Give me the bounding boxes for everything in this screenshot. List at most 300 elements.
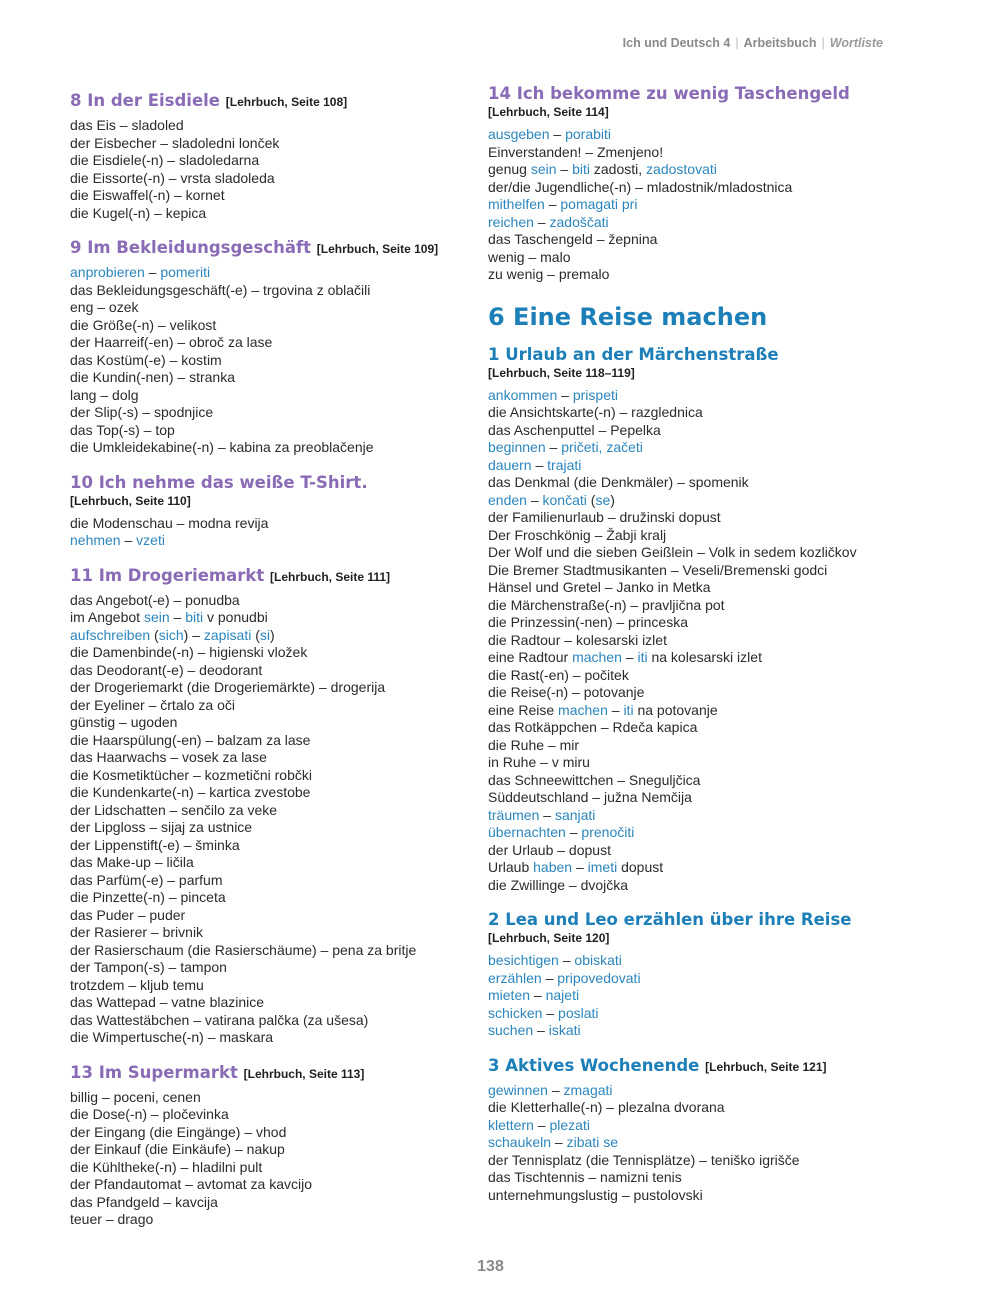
- vocab-entry: [488, 649, 908, 667]
- verb-highlight: dauern: [488, 456, 532, 473]
- entry-text: –: [621, 649, 638, 665]
- vocab-entry: [70, 299, 490, 317]
- entry-text: –: [551, 1134, 567, 1150]
- section-title-text: 9 Im Bekleidungsgeschäft: [70, 238, 312, 257]
- entry-text: das Deodorant(-e) – deodorant: [70, 661, 263, 678]
- vocab-entry: [70, 767, 490, 785]
- entry-text: die Rast(-en) – počitek: [488, 666, 629, 683]
- entry-text: –: [607, 701, 624, 718]
- vocab-entry: [488, 1134, 908, 1152]
- entry-text: die Kundenkarte(-n) – kartica zvestobe: [70, 784, 311, 800]
- entry-text: Der Wolf und die sieben Geißlein – Volk in sedem kozličkov: [488, 544, 857, 560]
- vocab-entry: [70, 854, 490, 872]
- textbook-reference: [Lehrbuch, Seite 121]: [705, 1059, 827, 1074]
- verb-highlight: beginnen: [488, 439, 546, 455]
- entry-text: die Ansichtskarte(-n) – razglednica: [488, 404, 703, 420]
- vocab-entry: [70, 749, 490, 767]
- textbook-reference: [Lehrbuch, Seite 114]: [488, 105, 609, 119]
- vocab-entry: [488, 1117, 908, 1135]
- vocab-entry: [70, 1124, 490, 1142]
- entry-text: das Top(-s) – top: [70, 421, 175, 438]
- vocab-entry: [70, 627, 490, 645]
- entry-text: teuer – drago: [70, 1211, 154, 1227]
- entry-text: das Angebot(-e) – ponudba: [70, 591, 240, 608]
- entry-text: –: [547, 1081, 564, 1098]
- entry-text: die Radtour – kolesarski izlet: [488, 631, 667, 648]
- entry-text: –: [549, 126, 566, 142]
- section-title-text: 13 Im Supermarkt: [70, 1062, 238, 1082]
- verb-highlight: pričeti, začeti: [561, 439, 643, 455]
- entry-text: zadosti,: [590, 161, 647, 177]
- textbook-reference: [Lehrbuch, Seite 109]: [316, 242, 439, 256]
- vocab-list: [488, 1082, 908, 1205]
- vocab-entry: [488, 422, 908, 440]
- entry-text: die Ruhe – mir: [488, 736, 580, 753]
- verb-highlight: pripovedovati: [557, 969, 641, 986]
- vocab-entry: [70, 662, 490, 680]
- entry-text: der Urlaub – dopust: [488, 841, 611, 858]
- verb-highlight: najeti: [545, 987, 580, 1003]
- section-title: [70, 1063, 490, 1084]
- verb-highlight: iskati: [548, 1022, 581, 1038]
- entry-text: ) –: [183, 626, 204, 643]
- entry-text: die Kosmetiktücher – kozmetični robčki: [70, 766, 312, 783]
- textbook-reference: [Lehrbuch, Seite 108]: [225, 95, 348, 109]
- entry-text: die Prinzessin(-nen) – princeska: [488, 614, 688, 630]
- vocab-entry: [70, 784, 490, 802]
- entry-text: –: [558, 952, 575, 968]
- vocab-entry: [70, 187, 490, 205]
- page-number: 138: [477, 1258, 504, 1275]
- entry-text: das Haarwachs – vosek za lase: [70, 749, 267, 765]
- vocab-entry: [488, 987, 908, 1005]
- vocab-entry: [70, 609, 490, 627]
- vocab-entry: [70, 644, 490, 662]
- book-title: Ich und Deutsch 4: [622, 36, 731, 50]
- vocab-entry: [70, 819, 490, 837]
- verb-highlight: haben: [533, 859, 573, 875]
- vocab-entry: [488, 387, 908, 405]
- textbook-reference: [Lehrbuch, Seite 111]: [270, 569, 391, 584]
- vocab-list: [488, 952, 908, 1040]
- vocab-entry: [70, 1194, 490, 1212]
- vocab-section: [70, 238, 490, 457]
- vocab-entry: [488, 842, 908, 860]
- entry-text: die Eisdiele(-n) – sladoledarna: [70, 152, 260, 168]
- right-top-section: [488, 84, 908, 284]
- section-title-text: 1 Urlaub an der Märchenstraße: [488, 344, 779, 364]
- vocab-entry: [70, 439, 490, 457]
- section-title: [488, 84, 908, 104]
- vocab-entry: [488, 562, 908, 580]
- entry-text: das Rotkäppchen – Rdeča kapica: [488, 719, 698, 735]
- entry-text: das Kostüm(-e) – kostim: [70, 351, 222, 368]
- vocab-entry: [488, 614, 908, 632]
- vocab-entry: [488, 439, 908, 457]
- verb-highlight: mieten: [488, 987, 531, 1003]
- entry-text: der Drogeriemarkt (die Drogeriemärkte) – drogerija: [70, 679, 386, 695]
- vocab-entry: [488, 789, 908, 807]
- vocab-list: [70, 592, 490, 1047]
- verb-highlight: obiskati: [574, 952, 622, 968]
- vocab-entry: [70, 942, 490, 960]
- entry-text: –: [530, 987, 546, 1003]
- verb-highlight: prispeti: [572, 386, 618, 403]
- verb-highlight: anprobieren: [70, 264, 145, 280]
- vocab-entry: [70, 977, 490, 995]
- verb-highlight: sich: [158, 626, 184, 643]
- vocab-list: [70, 515, 490, 550]
- vocab-entry: [70, 697, 490, 715]
- entry-text: das Bekleidungsgeschäft(-e) – trgovina z oblačili: [70, 281, 371, 298]
- vocab-entry: [488, 249, 908, 267]
- vocab-entry: [488, 404, 908, 422]
- vocab-section: [488, 1056, 908, 1205]
- entry-text: der Slip(-s) – spodnjice: [70, 404, 214, 420]
- entry-text: das Taschengeld – žepnina: [488, 231, 658, 247]
- vocab-entry: [70, 264, 490, 282]
- vocab-entry: [488, 492, 908, 510]
- vocab-entry: [488, 702, 908, 720]
- vocab-entry: [70, 802, 490, 820]
- entry-text: der Einkauf (die Einkäufe) – nakup: [70, 1141, 285, 1157]
- vocab-entry: [70, 1141, 490, 1159]
- verb-highlight: träumen: [488, 806, 540, 823]
- section-title: [488, 345, 908, 365]
- entry-text: die Pinzette(-n) – pinceta: [70, 889, 226, 905]
- entry-text: billig – poceni, cenen: [70, 1088, 201, 1105]
- vocab-entry: [70, 1211, 490, 1229]
- entry-text: die Eissorte(-n) – vrsta sladoleda: [70, 169, 275, 186]
- header-divider: |: [821, 36, 825, 50]
- entry-text: der Lidschatten – senčilo za veke: [70, 801, 278, 818]
- entry-text: der Rasierer – brivnik: [70, 924, 204, 940]
- entry-text: die Dose(-n) – pločevinka: [70, 1106, 229, 1122]
- vocab-entry: [488, 214, 908, 232]
- vocab-entry: [488, 126, 908, 144]
- entry-text: die Größe(-n) – velikost: [70, 316, 217, 333]
- vocab-entry: [70, 907, 490, 925]
- vocab-list: [488, 126, 908, 284]
- entry-text: –: [533, 1022, 549, 1038]
- entry-text: –: [531, 456, 548, 473]
- entry-text: das Tischtennis – namizni tenis: [488, 1169, 682, 1185]
- right-column: [488, 84, 908, 1220]
- vocab-entry: [70, 352, 490, 370]
- entry-text: der Familienurlaub – družinski dopust: [488, 509, 721, 525]
- entry-text: der Eyeliner – črtalo za oči: [70, 696, 235, 713]
- verb-highlight: schicken: [488, 1004, 543, 1021]
- entry-text: das Pfandgeld – kavcija: [70, 1193, 218, 1210]
- vocab-entry: [488, 737, 908, 755]
- entry-text: eng – ozek: [70, 299, 139, 315]
- verb-highlight: pomagati pri: [560, 196, 638, 212]
- entry-text: dopust: [617, 859, 664, 875]
- section-title: [70, 473, 490, 493]
- vocab-entry: [70, 369, 490, 387]
- entry-text: –: [556, 161, 573, 177]
- textbook-reference: [Lehrbuch, Seite 113]: [243, 1066, 365, 1081]
- entry-text: die Wimpertusche(-n) – maskara: [70, 1029, 274, 1045]
- entry-text: (: [251, 626, 260, 643]
- vocab-entry: [70, 387, 490, 405]
- entry-text: die Damenbinde(-n) – higienski vložek: [70, 644, 308, 660]
- vocab-entry: [488, 772, 908, 790]
- vocab-entry: [70, 679, 490, 697]
- entry-text: die Kletterhalle(-n) – plezalna dvorana: [488, 1099, 725, 1115]
- vocab-entry: [70, 170, 490, 188]
- entry-text: –: [542, 1004, 559, 1021]
- vocab-entry: [488, 1082, 908, 1100]
- entry-text: –: [526, 491, 543, 508]
- vocab-entry: [488, 824, 908, 842]
- entry-text: –: [533, 213, 550, 230]
- vocab-section: [488, 84, 908, 284]
- vocab-entry: [488, 509, 908, 527]
- entry-text: eine Reise: [488, 701, 559, 718]
- vocab-entry: [70, 317, 490, 335]
- entry-text: die Kundin(-nen) – stranka: [70, 369, 235, 385]
- entry-text: die Zwillinge – dvojčka: [488, 876, 629, 893]
- verb-highlight: trajati: [547, 456, 582, 473]
- entry-text: –: [544, 196, 561, 212]
- verb-highlight: aufschreiben: [70, 626, 151, 643]
- entry-text: Urlaub: [488, 859, 534, 875]
- vocab-entry: [70, 889, 490, 907]
- entry-text: –: [541, 969, 558, 986]
- vocab-entry: [488, 667, 908, 685]
- vocab-entry: [488, 1022, 908, 1040]
- header-divider: |: [735, 36, 739, 50]
- entry-text: der Haarreif(-en) – obroč za lase: [70, 334, 273, 350]
- vocab-entry: [488, 161, 908, 179]
- section-title-text: 2 Lea und Leo erzählen über ihre Reise: [488, 910, 852, 929]
- entry-text: die Kugel(-n) – kepica: [70, 204, 207, 221]
- verb-highlight: klettern: [488, 1116, 534, 1133]
- entry-text: in Ruhe – v miru: [488, 754, 590, 770]
- vocab-section: [488, 910, 908, 1040]
- vocab-entry: [70, 205, 490, 223]
- entry-text: –: [545, 439, 562, 455]
- vocab-entry: [70, 959, 490, 977]
- verb-highlight: prenočiti: [581, 824, 635, 840]
- verb-highlight: sein: [143, 609, 170, 625]
- vocab-entry: [70, 334, 490, 352]
- vocab-entry: [488, 1169, 908, 1187]
- entry-text: das Denkmal (die Denkmäler) – spomenik: [488, 474, 749, 490]
- verb-highlight: mithelfen: [488, 196, 545, 212]
- verb-highlight: reichen: [488, 213, 534, 230]
- verb-highlight: biti: [572, 161, 590, 177]
- entry-text: –: [539, 806, 555, 823]
- verb-highlight: poslati: [558, 1004, 599, 1021]
- verb-highlight: zapisati: [203, 626, 252, 643]
- entry-text: ): [270, 626, 275, 643]
- entry-text: im Angebot: [70, 609, 144, 625]
- verb-highlight: zadostovati: [646, 161, 717, 177]
- vocab-entry: [70, 1012, 490, 1030]
- verb-highlight: sein: [530, 161, 557, 177]
- entry-text: zu wenig – premalo: [488, 266, 610, 282]
- verb-highlight: zadoščati: [549, 213, 609, 230]
- vocab-entry: [70, 135, 490, 153]
- vocab-entry: [488, 474, 908, 492]
- verb-highlight: übernachten: [488, 824, 566, 840]
- vocab-entry: [70, 1106, 490, 1124]
- vocab-entry: [488, 144, 908, 162]
- vocab-entry: [488, 266, 908, 284]
- vocab-entry: [488, 457, 908, 475]
- entry-text: die Umkleidekabine(-n) – kabina za preoblačenje: [70, 439, 374, 455]
- entry-text: Der Froschkönig – Žabji kralj: [488, 526, 667, 543]
- entry-text: der Eisbecher – sladoledni lonček: [70, 134, 280, 151]
- entry-text: die Reise(-n) – potovanje: [488, 684, 645, 700]
- entry-text: na kolesarski izlet: [647, 649, 762, 665]
- entry-text: –: [533, 1116, 550, 1133]
- entry-text: Die Bremer Stadtmusikanten – Veseli/Bremenski godci: [488, 561, 828, 578]
- vocab-entry: [488, 579, 908, 597]
- textbook-reference: [Lehrbuch, Seite 118–119]: [488, 365, 635, 380]
- vocab-entry: [488, 807, 908, 825]
- vocab-entry: [70, 837, 490, 855]
- section-title: [70, 91, 490, 112]
- section-title-text: 8 In der Eisdiele: [70, 91, 220, 110]
- entry-text: das Aschenputtel – Pepelka: [488, 421, 661, 438]
- entry-text: Hänsel und Gretel – Janko in Metka: [488, 579, 711, 595]
- vocab-entry: [488, 970, 908, 988]
- vocab-entry: [70, 732, 490, 750]
- vocab-entry: [70, 404, 490, 422]
- vocab-entry: [70, 1029, 490, 1047]
- verb-highlight: pomeriti: [160, 264, 211, 280]
- vocab-entry: [70, 872, 490, 890]
- verb-highlight: si: [259, 626, 271, 643]
- verb-highlight: plezati: [549, 1116, 590, 1133]
- vocab-entry: [488, 196, 908, 214]
- entry-text: die Märchenstraße(-n) – pravljična pot: [488, 596, 725, 613]
- verb-highlight: suchen: [488, 1022, 534, 1038]
- vocab-list: [488, 387, 908, 895]
- entry-text: das Make-up – ličila: [70, 854, 194, 870]
- header-section: Wortliste: [829, 36, 883, 50]
- verb-highlight: machen: [558, 701, 608, 718]
- vocab-entry: [488, 1099, 908, 1117]
- book-part: Arbeitsbuch: [743, 36, 817, 50]
- section-title-text: 11 Im Drogeriemarkt: [70, 565, 265, 585]
- verb-highlight: končati: [542, 491, 587, 508]
- vocab-entry: [488, 1187, 908, 1205]
- vocab-entry: [488, 754, 908, 772]
- vocab-entry: [488, 859, 908, 877]
- verb-highlight: zmagati: [563, 1081, 613, 1098]
- vocab-entry: [488, 719, 908, 737]
- vocab-entry: [70, 592, 490, 610]
- running-header: [623, 36, 883, 50]
- entry-text: lang – dolg: [70, 386, 139, 403]
- entry-text: –: [565, 824, 582, 840]
- verb-highlight: se: [595, 491, 611, 508]
- entry-text: die Modenschau – modna revija: [70, 514, 269, 531]
- vocab-entry: [70, 1176, 490, 1194]
- verb-highlight: sanjati: [554, 806, 596, 823]
- textbook-reference: [Lehrbuch, Seite 110]: [70, 493, 191, 508]
- section-title: [488, 910, 908, 930]
- chapter-sections: [488, 345, 908, 1205]
- entry-text: das Parfüm(-e) – parfum: [70, 871, 223, 888]
- vocab-entry: [488, 1005, 908, 1023]
- entry-text: der Eingang (die Eingänge) – vhod: [70, 1123, 287, 1140]
- entry-text: der Lipgloss – sijaj za ustnice: [70, 819, 253, 835]
- vocab-entry: [488, 684, 908, 702]
- entry-text: der Pfandautomat – avtomat za kavcijo: [70, 1176, 313, 1192]
- entry-text: das Wattepad – vatne blazinice: [70, 994, 265, 1010]
- verb-highlight: nehmen: [70, 532, 121, 548]
- entry-text: unternehmungslustig – pustolovski: [488, 1186, 703, 1203]
- vocab-list: [70, 1089, 490, 1229]
- vocab-entry: [70, 117, 490, 135]
- section-title-text: 10 Ich nehme das weiße T-Shirt.: [70, 472, 368, 492]
- vocab-entry: [70, 714, 490, 732]
- entry-text: –: [572, 859, 588, 875]
- verb-highlight: biti: [185, 609, 204, 625]
- vocab-section: [70, 1063, 490, 1229]
- entry-text: –: [144, 264, 161, 280]
- vocab-list: [70, 264, 490, 457]
- entry-text: Süddeutschland – južna Nemčija: [488, 789, 692, 805]
- chapter-title: 6 Eine Reise machen: [488, 302, 768, 331]
- verb-highlight: porabiti: [565, 126, 612, 142]
- vocab-entry: [70, 994, 490, 1012]
- verb-highlight: ankommen: [488, 386, 558, 403]
- vocab-entry: [488, 527, 908, 545]
- left-column: [70, 91, 490, 1245]
- entry-text: eine Radtour: [488, 649, 573, 665]
- vocab-entry: [70, 532, 490, 550]
- verb-highlight: gewinnen: [488, 1081, 548, 1098]
- entry-text: das Wattestäbchen – vatirana palčka (za ušesa): [70, 1011, 369, 1028]
- section-title-text: 14 Ich bekomme zu wenig Taschengeld: [488, 84, 850, 103]
- section-title: [70, 238, 490, 259]
- vocab-entry: [70, 422, 490, 440]
- verb-highlight: zibati se: [566, 1134, 618, 1150]
- entry-text: trotzdem – kljub temu: [70, 976, 204, 993]
- vocab-section: [70, 91, 490, 222]
- entry-text: (: [150, 626, 159, 643]
- vocab-list: [70, 117, 490, 222]
- vocab-entry: [488, 231, 908, 249]
- entry-text: (: [586, 491, 596, 508]
- entry-text: genug: [488, 161, 531, 177]
- entry-text: der Lippenstift(-e) – šminka: [70, 836, 240, 853]
- entry-text: die Haarspülung(-en) – balzam za lase: [70, 731, 311, 748]
- entry-text: das Schneewittchen – Sneguljčica: [488, 771, 701, 788]
- vocab-entry: [70, 515, 490, 533]
- verb-highlight: iti: [637, 649, 648, 665]
- section-title-text: 3 Aktives Wochenende: [488, 1055, 700, 1075]
- entry-text: Einverstanden! – Zmenjeno!: [488, 143, 664, 160]
- vocab-entry: [70, 1159, 490, 1177]
- vocab-entry: [70, 924, 490, 942]
- entry-text: das Puder – puder: [70, 906, 186, 923]
- entry-text: die Eiswaffel(-n) – kornet: [70, 187, 225, 203]
- textbook-reference: [Lehrbuch, Seite 120]: [488, 931, 610, 945]
- entry-text: die Kühltheke(-n) – hladilni pult: [70, 1158, 263, 1175]
- verb-highlight: iti: [623, 701, 634, 718]
- verb-highlight: imeti: [587, 859, 618, 875]
- verb-highlight: schaukeln: [488, 1134, 552, 1150]
- verb-highlight: besichtigen: [488, 952, 559, 968]
- entry-text: der Tennisplatz (die Tennisplätze) – teniško igrišče: [488, 1151, 800, 1168]
